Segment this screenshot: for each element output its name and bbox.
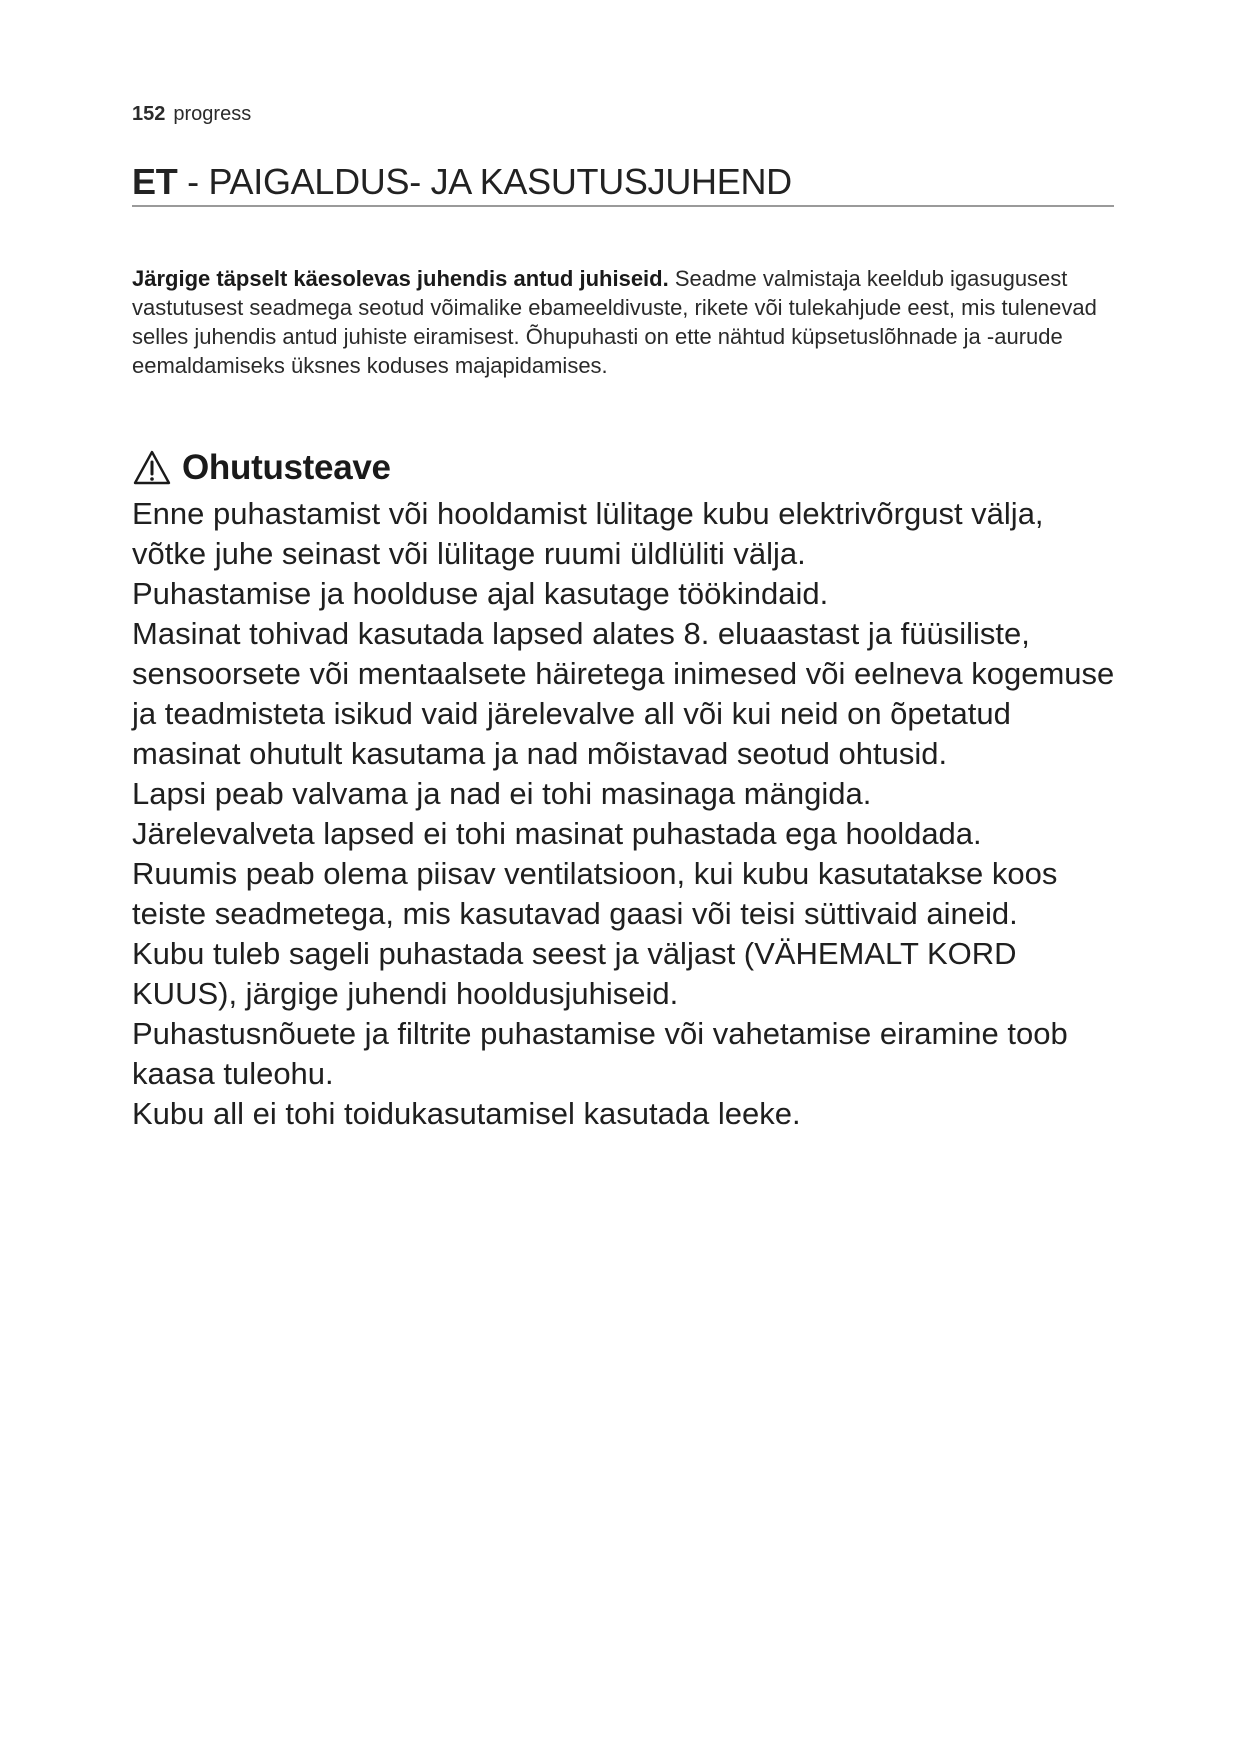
intro-body: Seadme valmistaja keeldub igasugusest vastutusest seadmega seotud võimalike ebameeldivuste, rikete või tulekahjude eest, mis tulenevad selles juhendis antud juhiste eiramisest. Õhupuhasti on ette nähtud küpsetuslõhnade ja -aurude eemaldamiseks üksnes koduses majapidamises. (132, 266, 1097, 378)
safety-item: Puhastamise ja hoolduse ajal kasutage töökindaid. (132, 576, 829, 611)
safety-item: Puhastusnõuete ja filtrite puhastamise või vahetamise eiramine toob kaasa tuleohu. (132, 1016, 1068, 1091)
safety-item: Ruumis peab olema piisav ventilatsioon, kui kubu kasutatakse koos teiste seadmetega, mis kasutavad gaasi või teisi süttivaid aineid. (132, 856, 1058, 931)
safety-item: Enne puhastamist või hooldamist lülitage kubu elektrivõrgust välja, võtke juhe seinast või lülitage ruumi üldlüliti välja. (132, 496, 1044, 571)
safety-list (132, 494, 1122, 1134)
title-text: - PAIGALDUS- JA KASUTUSJUHEND (177, 161, 792, 202)
brand-name: progress (173, 103, 252, 125)
safety-item: Masinat tohivad kasutada lapsed alates 8. eluaastast ja füüsiliste, sensoorsete või mentaalsete häiretega inimesed või eelneva kogemuse ja teadmisteta isikud vaid järelevalve all või kui neid on õpetatud masinat ohutult kasutama ja nad mõistavad seotud ohtusid. (132, 616, 1115, 771)
warning-triangle-icon (132, 449, 172, 487)
safety-item: Lapsi peab valvama ja nad ei tohi masinaga mängida. (132, 776, 872, 811)
language-code: ET (132, 161, 178, 202)
title-divider (132, 205, 1114, 207)
safety-item: Kubu tuleb sageli puhastada seest ja väljast (VÄHEMALT KORD KUUS), järgige juhendi hooldusjuhiseid. (132, 936, 1017, 1011)
page-number: 152 (132, 103, 166, 125)
page-title (132, 160, 1112, 204)
page-header (132, 100, 251, 128)
safety-item: Kubu all ei tohi toidukasutamisel kasutada leeke. (132, 1096, 801, 1131)
safety-heading-text: Ohutusteave (182, 448, 391, 487)
safety-item: Järelevalveta lapsed ei tohi masinat puhastada ega hooldada. (132, 816, 982, 851)
intro-paragraph (132, 264, 1114, 380)
safety-heading (132, 446, 391, 490)
intro-bold-lead: Järgige täpselt käesolevas juhendis antud juhiseid. (132, 266, 669, 291)
